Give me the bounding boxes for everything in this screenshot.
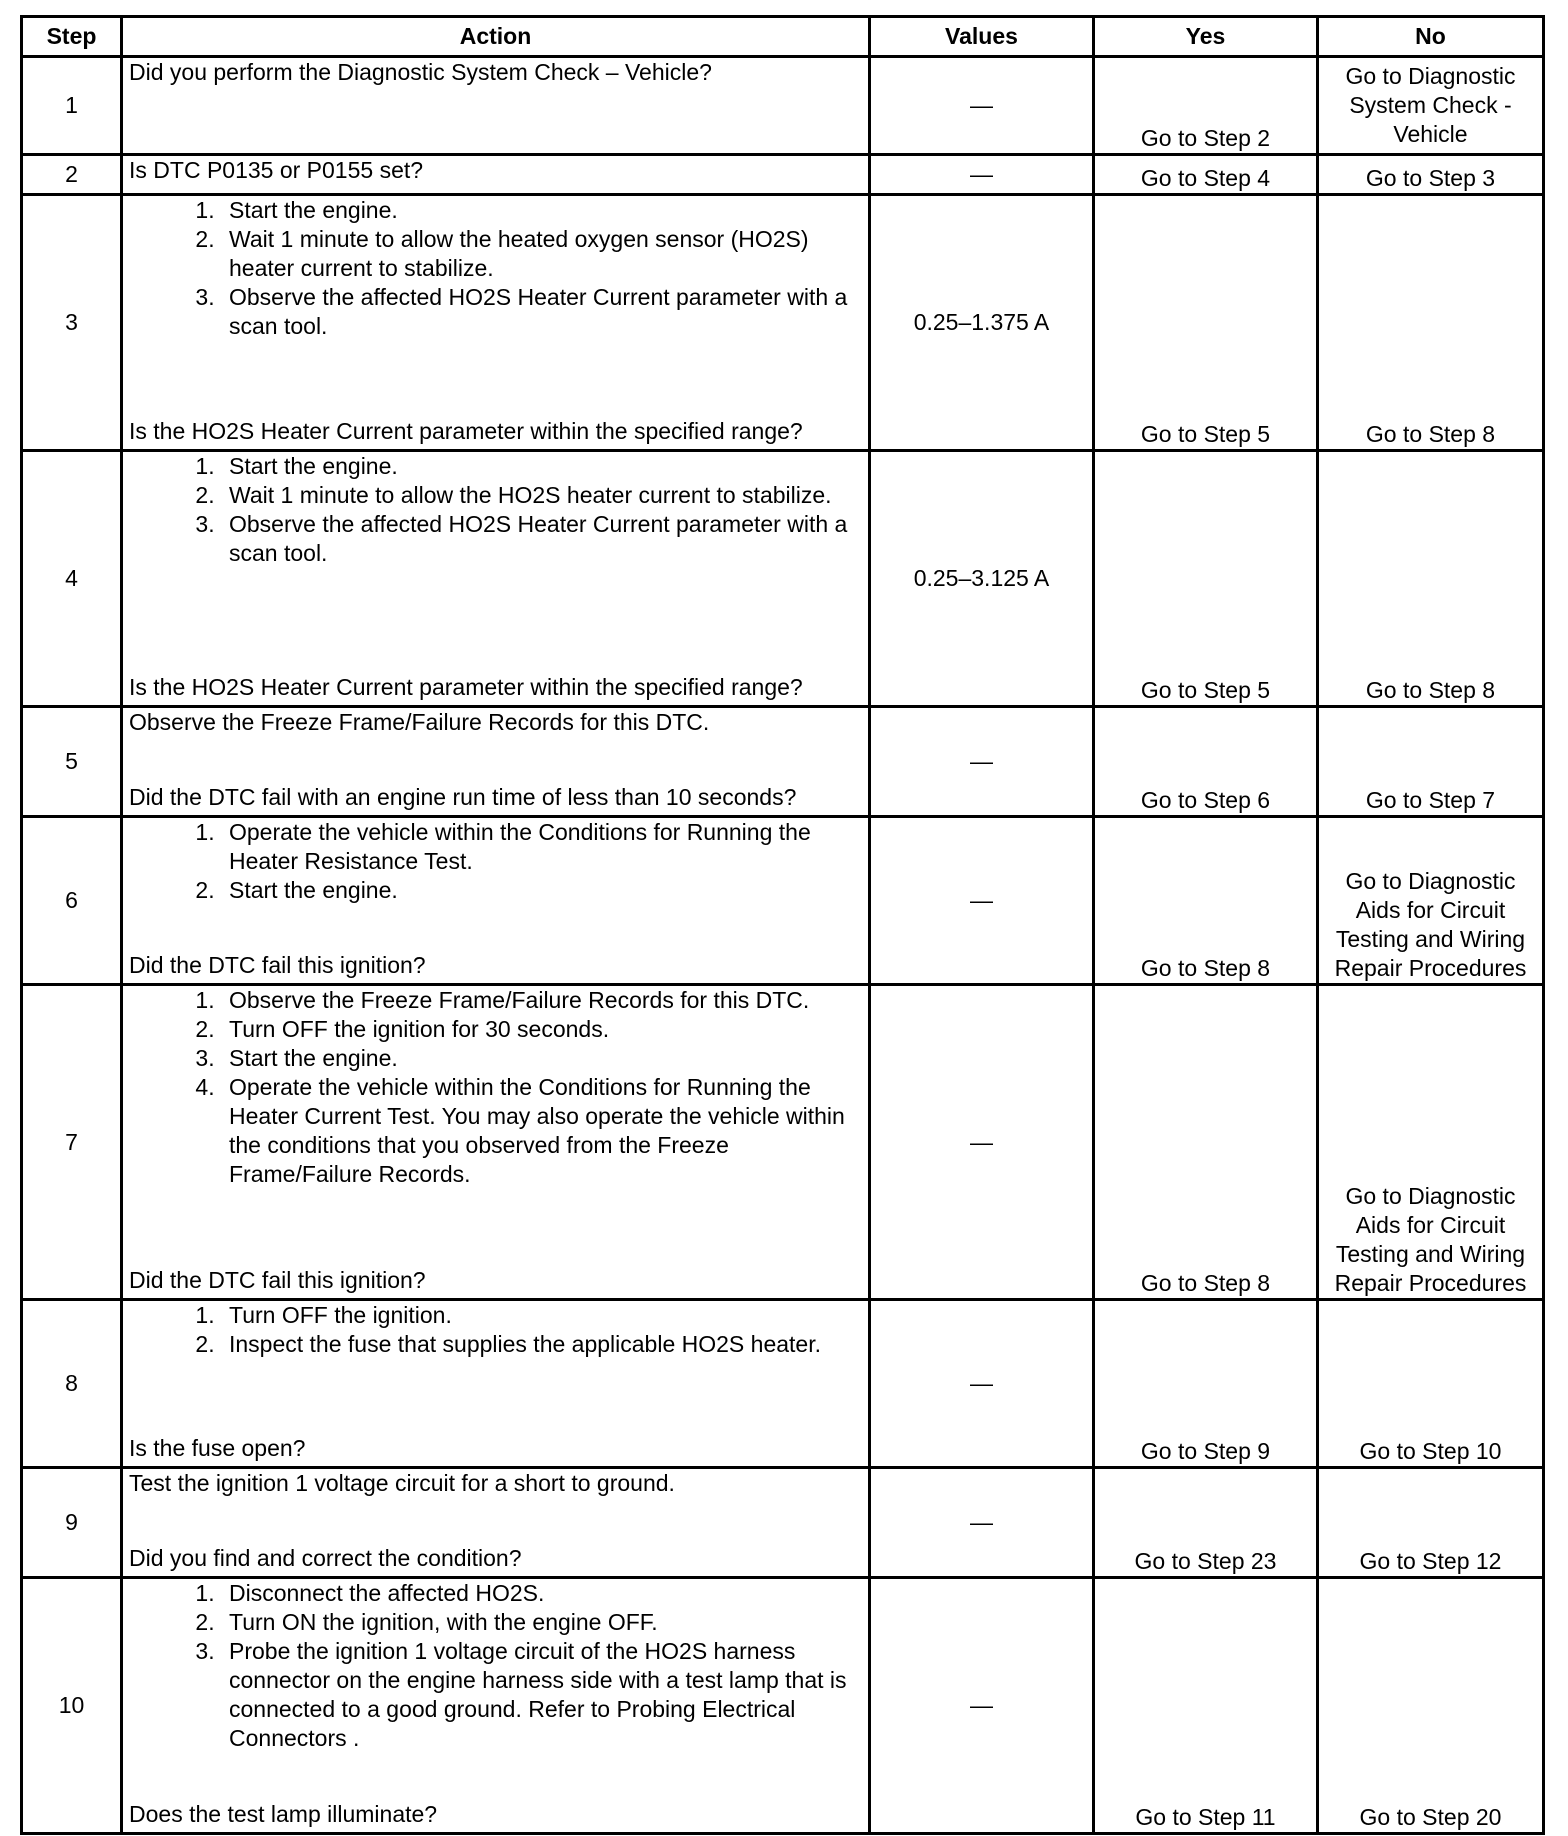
values-cell: — xyxy=(870,155,1094,195)
header-values: Values xyxy=(870,17,1094,57)
no-cell: Go to Diagnostic Aids for Circuit Testing and Wiring Repair Procedures xyxy=(1318,817,1544,985)
action-question: Did the DTC fail this ignition? xyxy=(129,1267,426,1293)
action-question: Did the DTC fail with an engine run time of less than 10 seconds? xyxy=(129,784,797,810)
step-number: 9 xyxy=(22,1468,122,1578)
action-step-item: 1. Start the engine. xyxy=(221,452,862,481)
values-cell: — xyxy=(870,707,1094,817)
yes-cell: Go to Step 2 xyxy=(1094,57,1318,155)
action-step-item: 2. Turn ON the ignition, with the engine OFF. xyxy=(221,1608,862,1637)
yes-cell: Go to Step 8 xyxy=(1094,985,1318,1300)
action-question: Did you find and correct the condition? xyxy=(129,1545,522,1571)
action-cell xyxy=(122,707,870,817)
action-cell xyxy=(122,195,870,451)
header-no: No xyxy=(1318,17,1544,57)
yes-cell: Go to Step 5 xyxy=(1094,451,1318,707)
action-cell xyxy=(122,1578,870,1834)
action-step-item: 2. Wait 1 minute to allow the heated oxygen sensor (HO2S) heater current to stabilize. xyxy=(221,225,862,283)
table-row xyxy=(22,1578,1544,1834)
no-cell: Go to Step 20 xyxy=(1318,1578,1544,1834)
step-number: 4 xyxy=(22,451,122,707)
action-intro: Test the ignition 1 voltage circuit for a short to ground. xyxy=(129,1470,675,1496)
no-cell: Go to Step 7 xyxy=(1318,707,1544,817)
values-cell: — xyxy=(870,985,1094,1300)
values-cell: — xyxy=(870,1300,1094,1468)
action-question: Is the HO2S Heater Current parameter within the specified range? xyxy=(129,674,803,700)
action-step-item: 1. Start the engine. xyxy=(221,196,862,225)
action-cell xyxy=(122,155,870,195)
action-intro: Is DTC P0135 or P0155 set? xyxy=(129,157,424,183)
diagnostic-table xyxy=(20,15,1545,1835)
step-number: 3 xyxy=(22,195,122,451)
action-step-item: 1. Operate the vehicle within the Conditions for Running the Heater Resistance Test. xyxy=(221,818,862,876)
action-cell xyxy=(122,1468,870,1578)
action-question: Did the DTC fail this ignition? xyxy=(129,952,426,978)
action-question: Does the test lamp illuminate? xyxy=(129,1801,438,1827)
action-step-item: 3. Start the engine. xyxy=(221,1044,862,1073)
action-step-item: 4. Operate the vehicle within the Conditions for Running the Heater Current Test. You may also operate the vehicle within the conditions that you observed from the Freeze Frame/Failure Records. xyxy=(221,1073,862,1189)
table-row xyxy=(22,451,1544,707)
header-action: Action xyxy=(122,17,870,57)
action-step-item: 1. Disconnect the affected HO2S. xyxy=(221,1579,862,1608)
action-step-item: 1. Observe the Freeze Frame/Failure Records for this DTC. xyxy=(221,986,862,1015)
action-step-item: 1. Turn OFF the ignition. xyxy=(221,1301,862,1330)
action-question: Is the fuse open? xyxy=(129,1435,306,1461)
yes-cell: Go to Step 9 xyxy=(1094,1300,1318,1468)
table-row xyxy=(22,155,1544,195)
yes-cell: Go to Step 11 xyxy=(1094,1578,1318,1834)
no-cell: Go to Diagnostic Aids for Circuit Testing and Wiring Repair Procedures xyxy=(1318,985,1544,1300)
step-number: 7 xyxy=(22,985,122,1300)
no-cell: Go to Step 3 xyxy=(1318,155,1544,195)
action-cell xyxy=(122,817,870,985)
yes-cell: Go to Step 6 xyxy=(1094,707,1318,817)
values-cell: — xyxy=(870,817,1094,985)
table-row xyxy=(22,195,1544,451)
header-row xyxy=(22,17,1544,57)
action-steps-list xyxy=(129,818,862,905)
action-step-item: 3. Observe the affected HO2S Heater Current parameter with a scan tool. xyxy=(221,510,862,568)
action-question: Is the HO2S Heater Current parameter within the specified range? xyxy=(129,418,803,444)
action-cell xyxy=(122,985,870,1300)
action-intro: Observe the Freeze Frame/Failure Records for this DTC. xyxy=(129,709,710,735)
values-cell: — xyxy=(870,1578,1094,1834)
action-step-item: 2. Start the engine. xyxy=(221,876,862,905)
step-number: 8 xyxy=(22,1300,122,1468)
step-number: 6 xyxy=(22,817,122,985)
header-yes: Yes xyxy=(1094,17,1318,57)
action-cell xyxy=(122,57,870,155)
action-intro: Did you perform the Diagnostic System Check – Vehicle? xyxy=(129,59,712,85)
no-cell: Go to Step 10 xyxy=(1318,1300,1544,1468)
values-cell: — xyxy=(870,57,1094,155)
yes-cell: Go to Step 8 xyxy=(1094,817,1318,985)
action-step-item: 3. Observe the affected HO2S Heater Current parameter with a scan tool. xyxy=(221,283,862,341)
action-steps-list xyxy=(129,1301,862,1359)
step-number: 2 xyxy=(22,155,122,195)
table-row xyxy=(22,817,1544,985)
action-cell xyxy=(122,451,870,707)
action-step-item: 2. Turn OFF the ignition for 30 seconds. xyxy=(221,1015,862,1044)
action-steps-list xyxy=(129,196,862,341)
action-cell xyxy=(122,1300,870,1468)
action-step-item: 2. Wait 1 minute to allow the HO2S heater current to stabilize. xyxy=(221,481,862,510)
yes-cell: Go to Step 23 xyxy=(1094,1468,1318,1578)
step-number: 10 xyxy=(22,1578,122,1834)
action-step-item: 3. Probe the ignition 1 voltage circuit of the HO2S harness connector on the engine harness side with a test lamp that is connected to a good ground. Refer to Probing Electrical Connectors . xyxy=(221,1637,862,1753)
action-step-item: 2. Inspect the fuse that supplies the applicable HO2S heater. xyxy=(221,1330,862,1359)
no-cell: Go to Step 8 xyxy=(1318,195,1544,451)
no-cell: Go to Step 8 xyxy=(1318,451,1544,707)
step-number: 5 xyxy=(22,707,122,817)
table-row xyxy=(22,985,1544,1300)
step-number: 1 xyxy=(22,57,122,155)
yes-cell: Go to Step 4 xyxy=(1094,155,1318,195)
no-cell: Go to Diagnostic System Check - Vehicle xyxy=(1318,57,1544,155)
values-cell: — xyxy=(870,1468,1094,1578)
table-row xyxy=(22,1468,1544,1578)
values-cell: 0.25–3.125 A xyxy=(870,451,1094,707)
header-step: Step xyxy=(22,17,122,57)
table-row xyxy=(22,1300,1544,1468)
values-cell: 0.25–1.375 A xyxy=(870,195,1094,451)
yes-cell: Go to Step 5 xyxy=(1094,195,1318,451)
action-steps-list xyxy=(129,1579,862,1753)
table-row xyxy=(22,57,1544,155)
action-steps-list xyxy=(129,986,862,1189)
no-cell: Go to Step 12 xyxy=(1318,1468,1544,1578)
table-row xyxy=(22,707,1544,817)
action-steps-list xyxy=(129,452,862,568)
